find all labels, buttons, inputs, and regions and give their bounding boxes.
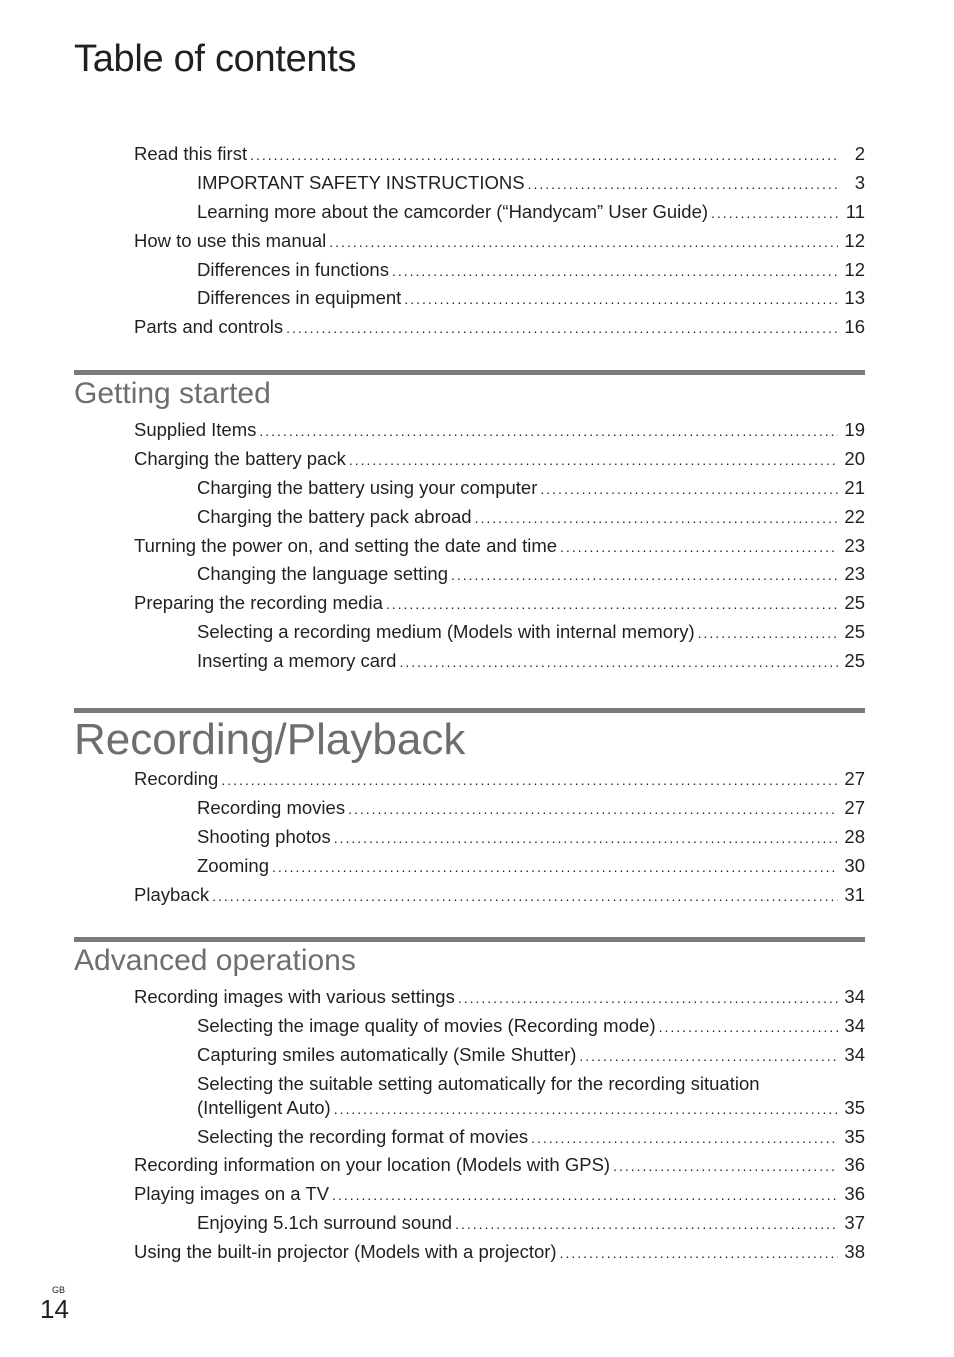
- toc-entry-page: 22: [844, 505, 865, 527]
- toc-entry-title: Selecting the suitable setting automatically for the recording situation: [197, 1072, 760, 1094]
- toc-section-getting-started: [74, 370, 865, 672]
- dot-leader: [272, 859, 838, 875]
- toc-entry-title: Playback: [134, 883, 210, 905]
- toc-entry[interactable]: [134, 201, 865, 230]
- toc-entry-title: Capturing smiles automatically (Smile Shutter): [197, 1043, 577, 1065]
- toc-entry-page: 12: [844, 258, 865, 280]
- toc-entry-title: Recording images with various settings: [134, 986, 455, 1007]
- toc-entry-title: Charging the battery pack abroad: [197, 505, 472, 527]
- toc-entry-title: Selecting the recording format of movies: [197, 1125, 529, 1147]
- toc-entry-title: Enjoying 5.1ch surround sound: [197, 1212, 453, 1234]
- toc-entry-page: 2: [854, 143, 865, 164]
- toc-entry-page: 11: [845, 200, 865, 222]
- dot-leader: [399, 654, 838, 670]
- toc-entry-page: 25: [844, 621, 865, 643]
- toc-entry-page: 36: [844, 1154, 865, 1176]
- toc-entry-title: Differences in equipment: [197, 287, 402, 309]
- toc-entry-title: Using the built-in projector (Models with a projector): [134, 1241, 557, 1263]
- toc-entry-title-continued: (Intelligent Auto): [197, 1096, 331, 1118]
- toc-entry-page: 25: [844, 592, 865, 614]
- toc-entry-title: Shooting photos: [197, 825, 331, 847]
- toc-entry[interactable]: [134, 1154, 865, 1183]
- toc-entry-page: 12: [844, 229, 865, 251]
- toc-entry[interactable]: [134, 477, 865, 506]
- toc-entry[interactable]: [134, 287, 865, 316]
- toc-entry[interactable]: [134, 826, 865, 855]
- toc-entry[interactable]: [134, 768, 865, 797]
- toc-entry[interactable]: [134, 230, 865, 259]
- toc-entry-title: Changing the language setting: [197, 563, 448, 585]
- dot-leader: [404, 291, 838, 307]
- dot-leader: [711, 205, 838, 221]
- toc-entry-title: Supplied Items: [134, 419, 257, 440]
- toc-entry-title: Read this first: [134, 143, 248, 164]
- page-number: 14: [40, 1294, 69, 1324]
- dot-leader: [528, 176, 838, 192]
- section-divider: [74, 370, 865, 375]
- section-heading: Advanced operations: [74, 944, 356, 977]
- dot-leader: [698, 625, 838, 641]
- dot-leader: [259, 423, 838, 439]
- dot-leader: [212, 888, 838, 904]
- toc-section-advanced-operations: [74, 937, 865, 1263]
- toc-entry[interactable]: [134, 563, 865, 592]
- dot-leader: [540, 481, 838, 497]
- dot-leader: [286, 320, 838, 336]
- toc-entry-title: Charging the battery using your computer: [197, 476, 538, 498]
- toc-entry-title: Zooming: [197, 854, 269, 876]
- dot-leader: [531, 1130, 838, 1146]
- toc-entry-page: 36: [844, 1183, 865, 1205]
- toc-entry[interactable]: [134, 1073, 865, 1126]
- toc-entry-title: Charging the battery pack: [134, 447, 346, 469]
- toc-entry-title: Recording information on your location (Models with GPS): [134, 1154, 611, 1176]
- toc-entry-page: 19: [844, 419, 865, 440]
- dot-leader: [334, 1101, 838, 1117]
- toc-entry-page: 23: [844, 563, 865, 585]
- toc-entry-page: 28: [844, 825, 865, 847]
- toc-entry-title: Turning the power on, and setting the date and time: [134, 534, 558, 556]
- toc-entry-page: 31: [844, 883, 865, 905]
- toc-entry-page: 30: [844, 854, 865, 876]
- toc-entry[interactable]: [134, 592, 865, 621]
- toc-entry[interactable]: [134, 448, 865, 477]
- toc-entry-title: How to use this manual: [134, 229, 327, 251]
- toc-entry-page: 21: [844, 476, 865, 498]
- toc-entry-page: 35: [844, 1096, 865, 1118]
- toc-entry-title: Selecting a recording medium (Models with internal memory): [197, 621, 695, 643]
- toc-entry-page: 34: [844, 1043, 865, 1065]
- dot-leader: [475, 510, 838, 526]
- toc-entry-page: 16: [844, 316, 865, 338]
- toc-entry-title: Playing images on a TV: [134, 1183, 330, 1205]
- toc-entry[interactable]: [134, 1241, 865, 1270]
- dot-leader: [455, 1216, 838, 1232]
- dot-leader: [334, 830, 838, 846]
- toc-entry[interactable]: [134, 1212, 865, 1241]
- dot-leader: [348, 801, 838, 817]
- toc-entry-page: 38: [844, 1241, 865, 1263]
- toc-entry[interactable]: [134, 316, 865, 345]
- toc-entry-page: 27: [844, 796, 865, 818]
- toc-entry-title: Learning more about the camcorder (“Handycam” User Guide): [197, 200, 709, 222]
- dot-leader: [386, 596, 838, 612]
- section-heading: Getting started: [74, 377, 271, 410]
- toc-entry[interactable]: [134, 986, 865, 1015]
- dot-leader: [613, 1158, 838, 1174]
- dot-leader: [579, 1048, 838, 1064]
- toc-section-recording-playback: [74, 708, 865, 905]
- toc-entry-page: 23: [844, 534, 865, 556]
- dot-leader: [451, 567, 838, 583]
- page-title: Table of contents: [74, 38, 357, 80]
- toc-entry-title: Recording: [134, 768, 219, 789]
- toc-entry[interactable]: [134, 1183, 865, 1212]
- toc-entry[interactable]: [134, 1044, 865, 1073]
- toc-entry[interactable]: [134, 884, 865, 913]
- toc-entry-page: 13: [844, 287, 865, 309]
- dot-leader: [560, 539, 838, 555]
- toc-entry-list: [134, 143, 865, 345]
- section-divider: [74, 708, 865, 713]
- toc-entry-page: 34: [844, 1014, 865, 1036]
- toc-entry-title: Recording movies: [197, 796, 346, 818]
- dot-leader: [221, 772, 838, 788]
- section-divider: [74, 937, 865, 942]
- toc-entry-page: 34: [844, 986, 865, 1007]
- toc-entry-title: Parts and controls: [134, 316, 284, 338]
- toc-entry[interactable]: [134, 797, 865, 826]
- toc-entry-title: IMPORTANT SAFETY INSTRUCTIONS: [197, 171, 525, 193]
- dot-leader: [332, 1187, 838, 1203]
- toc-entry[interactable]: [134, 419, 865, 448]
- toc-entry-title: Inserting a memory card: [197, 650, 397, 672]
- dot-leader: [392, 263, 838, 279]
- language-code: GB: [52, 1285, 66, 1295]
- toc-entry-page: 35: [844, 1125, 865, 1147]
- toc-entry[interactable]: [134, 259, 865, 288]
- toc-entry-list: [134, 986, 865, 1270]
- toc-entry[interactable]: [134, 621, 865, 650]
- toc-entry-list: [134, 768, 865, 912]
- dot-leader: [458, 990, 838, 1006]
- toc-entry-page: 3: [854, 171, 865, 193]
- toc-entry[interactable]: [134, 1126, 865, 1155]
- dot-leader: [250, 147, 838, 163]
- toc-entry-title: Differences in functions: [197, 258, 389, 280]
- toc-entry-page: 37: [844, 1212, 865, 1234]
- toc-entry-page: 20: [844, 447, 865, 469]
- toc-entry-title: Selecting the image quality of movies (Recording mode): [197, 1014, 656, 1036]
- section-heading: Recording/Playback: [74, 715, 466, 764]
- toc-entry[interactable]: [134, 535, 865, 564]
- toc-entry-title: Preparing the recording media: [134, 592, 383, 614]
- toc-entry-page: 25: [844, 650, 865, 672]
- dot-leader: [329, 234, 838, 250]
- dot-leader: [659, 1019, 838, 1035]
- toc-entry[interactable]: [134, 172, 865, 201]
- toc-entry[interactable]: [134, 143, 865, 172]
- toc-entry[interactable]: [134, 855, 865, 884]
- dot-leader: [349, 452, 838, 468]
- toc-entry-page: 27: [844, 768, 865, 789]
- toc-entry[interactable]: [134, 1015, 865, 1044]
- toc-entry[interactable]: [134, 650, 865, 679]
- toc-entry-list: [134, 419, 865, 679]
- toc-entry[interactable]: [134, 506, 865, 535]
- dot-leader: [560, 1245, 838, 1261]
